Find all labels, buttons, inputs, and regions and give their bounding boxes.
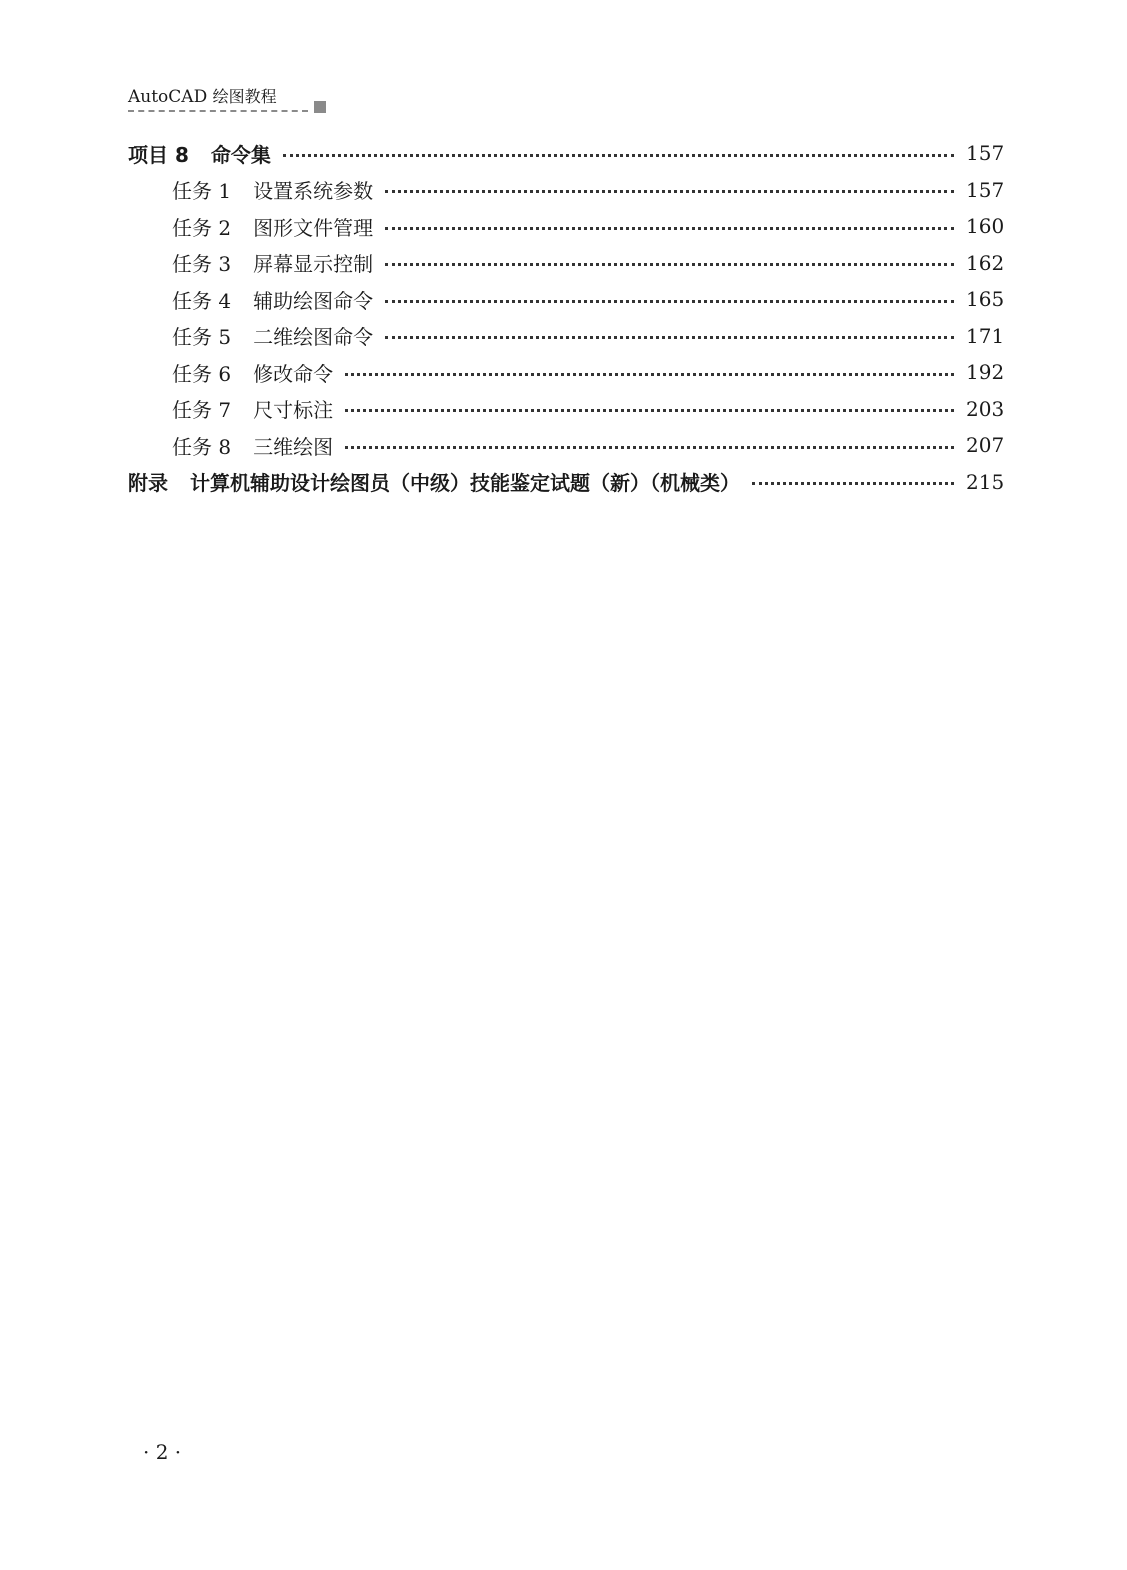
toc-dot-leader xyxy=(345,409,954,412)
toc-entry-number: 任务 7 xyxy=(172,398,232,423)
toc-entry-title: 修改命令 xyxy=(253,361,334,386)
toc-entry-page: 162 xyxy=(966,250,1005,275)
toc-entry-number: 任务 1 xyxy=(172,179,232,204)
page-number: · 2 · xyxy=(143,1440,182,1464)
toc-entry-page: 203 xyxy=(966,396,1005,421)
toc-entry-page: 192 xyxy=(966,360,1005,385)
toc-dot-leader xyxy=(385,336,954,339)
toc-entry-number: 任务 8 xyxy=(172,434,232,459)
toc-entry-number: 附录 xyxy=(128,471,168,496)
toc-entry-number: 任务 6 xyxy=(172,361,232,386)
toc-entry-page: 157 xyxy=(966,177,1005,202)
toc-entry-number: 项目 8 xyxy=(128,142,189,167)
toc-entry-section xyxy=(128,391,1005,428)
toc-entry-page: 165 xyxy=(966,287,1005,312)
toc-entry-section xyxy=(128,354,1005,391)
header-en: AutoCAD xyxy=(128,87,208,107)
toc-entry-page: 160 xyxy=(966,214,1005,239)
toc-entry-title: 辅助绘图命令 xyxy=(253,288,374,313)
toc-entry-title: 图形文件管理 xyxy=(253,215,374,240)
toc-entry-chapter xyxy=(128,135,1005,172)
toc-entry-chapter xyxy=(128,464,1005,501)
toc-dot-leader xyxy=(345,373,954,376)
toc-entry-section xyxy=(128,318,1005,355)
toc-entry-number: 任务 2 xyxy=(172,215,232,240)
toc-entry-title: 二维绘图命令 xyxy=(253,325,374,350)
header-book-title: 绘图教程 xyxy=(212,87,277,106)
toc-entry-page: 215 xyxy=(966,469,1005,494)
toc-entry-title: 命令集 xyxy=(210,142,271,167)
toc-entry-number: 任务 3 xyxy=(172,252,232,277)
toc-entry-title: 设置系统参数 xyxy=(253,179,374,204)
toc-entry-title: 屏幕显示控制 xyxy=(253,252,374,277)
toc-dot-leader xyxy=(283,154,954,157)
toc-entry-section xyxy=(128,208,1005,245)
toc-dot-leader xyxy=(385,227,954,230)
toc-entry-title: 计算机辅助设计绘图员（中级）技能鉴定试题（新）（机械类） xyxy=(190,471,740,496)
toc-dot-leader xyxy=(752,482,954,485)
toc-entry-number: 任务 4 xyxy=(172,288,232,313)
table-of-contents xyxy=(128,135,1005,500)
toc-dot-leader xyxy=(385,300,954,303)
toc-entry-section xyxy=(128,281,1005,318)
header-square-ornament xyxy=(314,101,326,113)
toc-entry-title: 尺寸标注 xyxy=(253,398,334,423)
toc-entry-page: 207 xyxy=(966,433,1005,458)
toc-entry-page: 157 xyxy=(966,141,1005,166)
toc-entry-section xyxy=(128,427,1005,464)
toc-entry-title: 三维绘图 xyxy=(253,434,334,459)
toc-entry-page: 171 xyxy=(966,323,1005,348)
toc-entry-section xyxy=(128,245,1005,282)
running-header xyxy=(128,86,277,108)
header-dashed-rule xyxy=(128,110,308,112)
toc-entry-section xyxy=(128,172,1005,209)
toc-dot-leader xyxy=(385,190,954,193)
toc-dot-leader xyxy=(385,263,954,266)
toc-entry-number: 任务 5 xyxy=(172,325,232,350)
toc-dot-leader xyxy=(345,446,954,449)
